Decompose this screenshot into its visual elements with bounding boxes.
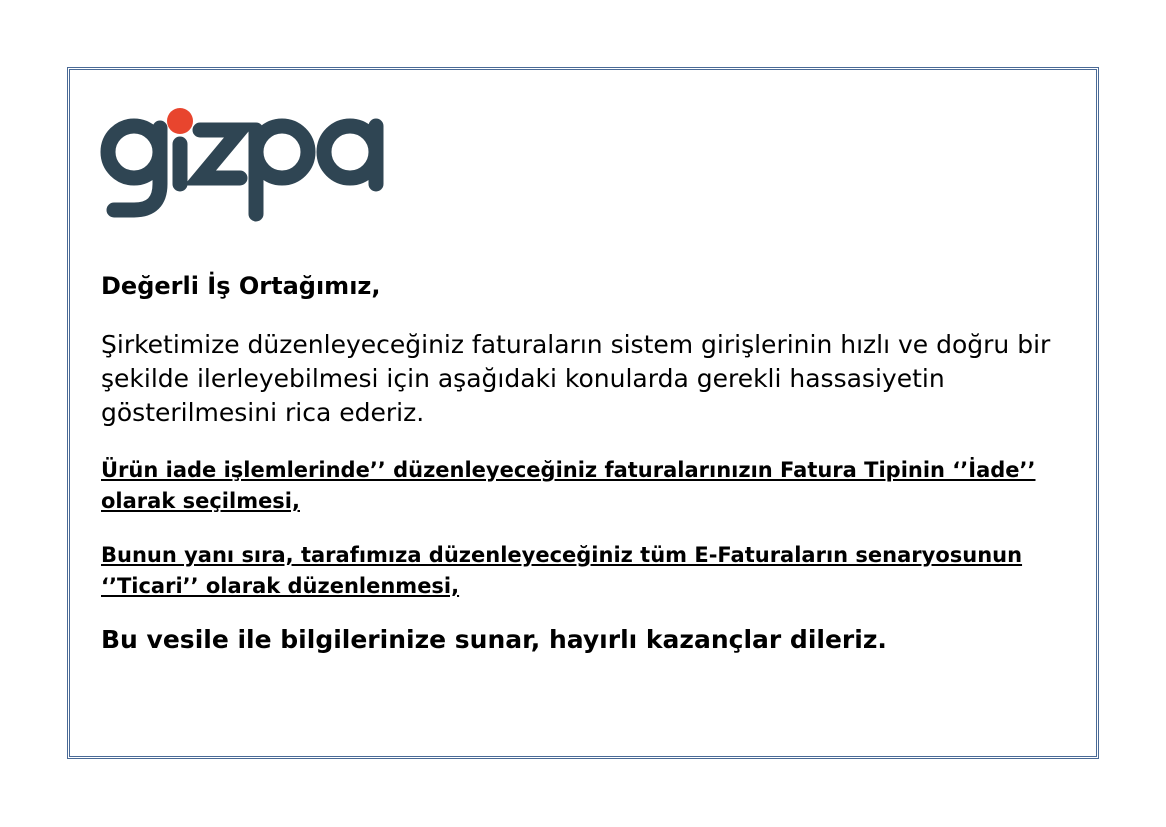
request-item: Ürün iade işlemlerinde’’ düzenleyeceğiniz faturalarınızın Fatura Tipinin ‘’İade’’ olarak seçilmesi, [101,458,1036,513]
closing-line: Bu vesile ile bilgilerinize sunar, hayırlı kazançlar dileriz. [101,625,887,654]
greeting: Değerli İş Ortağımız, [101,272,381,300]
intro-paragraph: Şirketimize düzenleyeceğiniz faturaların sistem girişlerinin hızlı ve doğru bir şekilde ilerleyebilmesi için aşağıdaki konularda gerekli hassasiyetin gösterilmesini rica ederiz. [101,330,1051,427]
request-item: Bunun yanı sıra, tarafımıza düzenleyeceğiniz tüm E-Faturaların senaryosunun ‘’Ticari’’ olarak düzenlenmesi, [101,543,1023,598]
logo-dot [167,108,193,134]
gizpa-logo [100,104,390,222]
